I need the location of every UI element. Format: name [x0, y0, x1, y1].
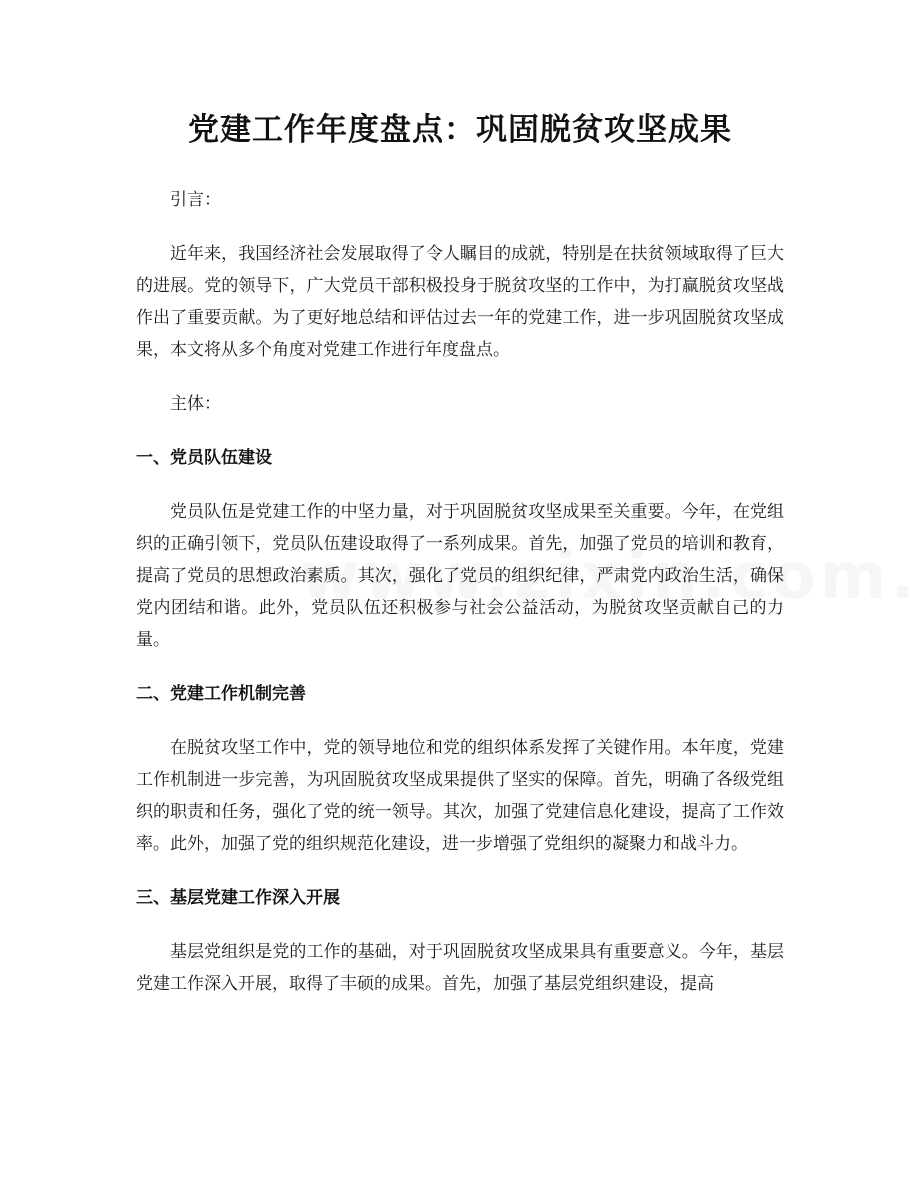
intro-paragraph: 近年来，我国经济社会发展取得了令人瞩目的成就，特别是在扶贫领域取得了巨大的进展。党的领导下，广大党员干部积极投身于脱贫攻坚的工作中，为打赢脱贫攻坚战作出了重要贡献。为了更好地总结和评估过去一年的党建工作，进一步巩固脱贫攻坚成果，本文将从多个角度对党建工作进行年度盘点。 [136, 244, 784, 360]
section-paragraph-2: 在脱贫攻坚工作中，党的领导地位和党的组织体系发挥了关键作用。本年度，党建工作机制进一步完善，为巩固脱贫攻坚成果提供了坚实的保障。首先，明确了各级党组织的职责和任务，强化了党的统一领导。其次，加强了党建信息化建设，提高了工作效率。此外，加强了党的组织规范化建设，进一步增强了党组织的凝聚力和战斗力。 [136, 738, 784, 854]
document-title: 党建工作年度盘点：巩固脱贫攻坚成果 [188, 112, 732, 148]
section-heading-3: 三、基层党建工作深入开展 [136, 888, 340, 908]
section-heading-1: 一、党员队伍建设 [136, 448, 272, 468]
section-paragraph-1: 党员队伍是党建工作的中坚力量，对于巩固脱贫攻坚成果至关重要。今年，在党组织的正确引领下，党员队伍建设取得了一系列成果。首先，加强了党员的培训和教育，提高了党员的思想政治素质。其次，强化了党员的组织纪律，严肃党内政治生活，确保党内团结和谐。此外，党员队伍还积极参与社会公益活动，为脱贫攻坚贡献自己的力量。 [136, 502, 784, 650]
intro-label: 引言： [170, 190, 221, 210]
section-heading-2: 二、党建工作机制完善 [136, 684, 306, 704]
section-paragraph-3: 基层党组织是党的工作的基础，对于巩固脱贫攻坚成果具有重要意义。今年，基层党建工作深入开展，取得了丰硕的成果。首先，加强了基层党组织建设，提高 [136, 942, 784, 994]
document-body [136, 184, 784, 1022]
main-label: 主体： [170, 394, 221, 414]
